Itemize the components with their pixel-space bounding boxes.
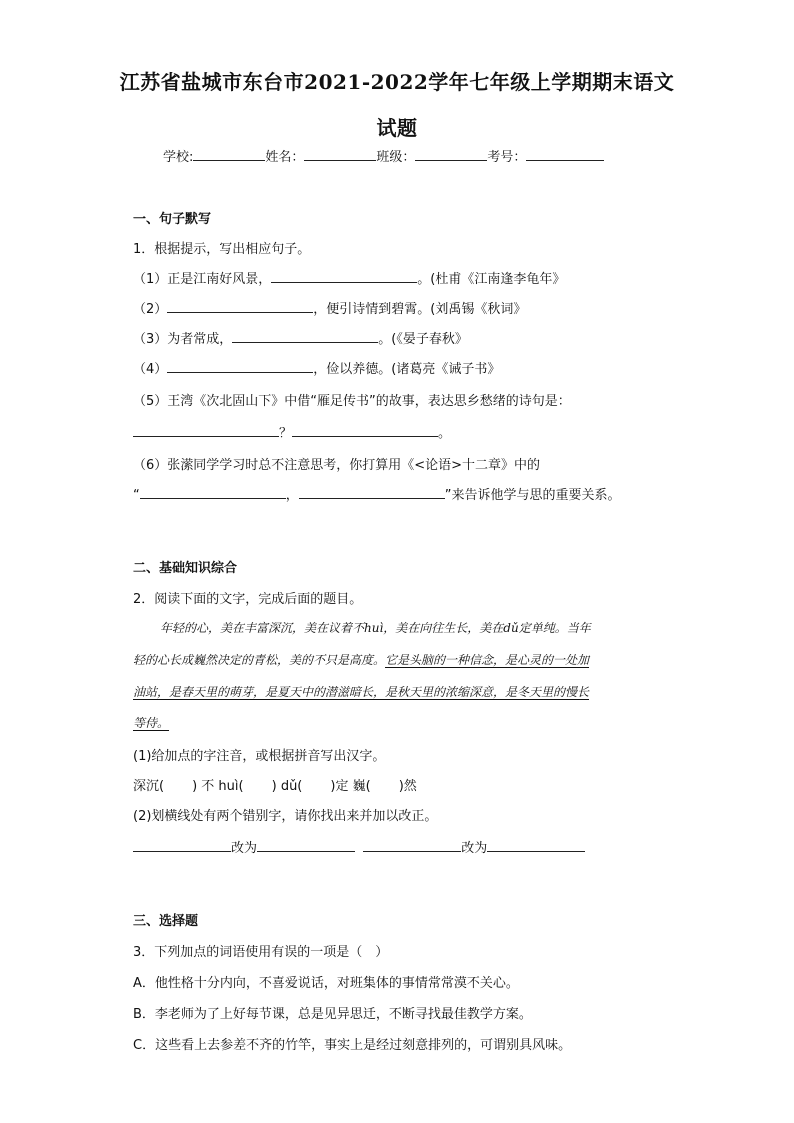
exam-title-line-2: 试题 [376,116,418,140]
q1-item-6-answer-line [133,484,621,503]
q1-item-6: （6）张潆同学学习时总不注意思考，你打算用《<论语>十二章》中的 [133,458,541,473]
q1-item-6-blank-1[interactable] [140,485,286,499]
pinyin-item-a-close: ) [192,779,198,794]
q1-item-2-blank[interactable] [167,299,313,313]
student-info-row [163,146,604,165]
q1-item-1-suffix: 。(杜甫《江南逢李龟年》 [417,272,566,287]
name-label: 姓名： [265,150,305,165]
pinyin-item-b-close: ) [271,779,277,794]
option-a[interactable]: A．他性格十分内向，不喜爱说话，对班集体的事情常常漠不关心。 [133,976,519,991]
sub-question-2-answers [133,837,585,856]
q1-item-5-answer-line [133,422,451,441]
question-2: 2．阅读下面的文字，完成后面的题目。 [133,592,363,607]
q1-item-2-prefix: （2） [133,302,168,317]
school-label: 学校: [163,150,194,165]
school-blank[interactable] [193,147,265,161]
wrong-char-2-blank[interactable] [363,838,461,852]
q1-item-6-blank-2[interactable] [299,485,445,499]
q1-item-1 [133,268,565,287]
passage-line-3 [133,683,661,700]
q1-item-1-prefix: （1）正是江南好风景， [133,272,272,287]
number-blank[interactable] [526,147,604,161]
passage-line-2 [133,651,661,668]
correct-char-2-blank[interactable] [487,838,585,852]
q1-item-5-question-mark: ？ [279,426,293,441]
number-label: 考号： [487,150,527,165]
section-3-heading: 三、选择题 [133,914,199,929]
passage-line-2-plain: 轻的心长成巍然决定的青松，美的不只是高度。 [133,653,386,667]
change-to-label-1: 改为 [231,841,258,856]
q1-item-6-open-quote: “ [133,488,140,503]
class-blank[interactable] [415,147,487,161]
q1-item-5-blank-1[interactable] [133,423,279,437]
question-1: 1．根据提示，写出相应句子。 [133,242,311,257]
passage-line-4 [133,714,661,731]
pinyin-item-d-close: )然 [398,779,417,794]
class-label: 班级： [376,150,416,165]
change-to-label-2: 改为 [461,841,488,856]
q1-item-3-suffix: 。(《晏子春秋》 [378,332,468,347]
q1-item-5-blank-2[interactable] [292,423,438,437]
q1-item-1-blank[interactable] [271,269,417,283]
passage-line-3-underlined: 油站，是春天里的萌芽，是夏天中的潜滋暗长，是秋天里的浓缩深意，是冬天里的慢长 [133,685,590,699]
q1-item-4 [133,358,500,377]
question-3: 3．下列加点的词语使用有误的一项是（ ） [133,945,389,960]
passage-line-4-underlined: 等侍。 [133,716,170,730]
correct-char-1-blank[interactable] [257,838,355,852]
wrong-char-1-blank[interactable] [133,838,231,852]
q1-item-4-blank[interactable] [167,359,313,373]
option-b[interactable]: B．李老师为了上好每节课，总是见异思迁，不断寻找最佳教学方案。 [133,1007,532,1022]
q1-item-3-prefix: （3）为者常成， [133,332,233,347]
pinyin-item-b: 不 huì( [201,779,244,794]
q1-item-2 [133,298,526,317]
name-blank[interactable] [304,147,376,161]
q1-item-6-suffix: ”来告诉他学与思的重要关系。 [444,488,621,503]
q1-item-3 [133,328,468,347]
passage-line-2-underlined: 它是头脑的一种信念，是心灵的一处加 [385,653,590,667]
option-c[interactable]: C．这些看上去参差不齐的竹竿，事实上是经过刻意排列的，可谓别具风味。 [133,1038,572,1053]
pinyin-item-a: 深沉( [133,779,165,794]
sub-question-1-items [133,775,417,794]
q1-item-6-comma: ， [285,488,299,503]
sub-question-1: (1)给加点的字注音，或根据拼音写出汉字。 [133,749,386,764]
passage-line-1: 年轻的心，美在丰富深沉，美在议着不huì，美在向往生长，美在dǔ定单纯。当年 [160,621,591,635]
pinyin-item-d: 巍( [352,779,371,794]
pinyin-item-c-close: )定 [330,779,349,794]
q1-item-5: （5）王湾《次北固山下》中借“雁足传书”的故事，表达思乡愁绪的诗句是： [133,394,571,409]
sub-question-2: (2)划横线处有两个错别字，请你找出来并加以改正。 [133,809,438,824]
q1-item-3-blank[interactable] [232,329,378,343]
q1-item-2-suffix: ，便引诗情到碧霄。(刘禹锡《秋词》 [313,302,527,317]
exam-title-line-1: 江苏省盐城市东台市2021-2022学年七年级上学期期末语文 [119,70,675,94]
q1-item-4-suffix: ，俭以养德。(诸葛亮《诫子书》 [313,362,501,377]
q1-item-5-period: 。 [438,426,452,441]
pinyin-item-c: dǔ( [280,779,303,794]
section-1-heading: 一、句子默写 [133,212,212,227]
section-2-heading: 二、基础知识综合 [133,561,238,576]
q1-item-4-prefix: （4） [133,362,168,377]
